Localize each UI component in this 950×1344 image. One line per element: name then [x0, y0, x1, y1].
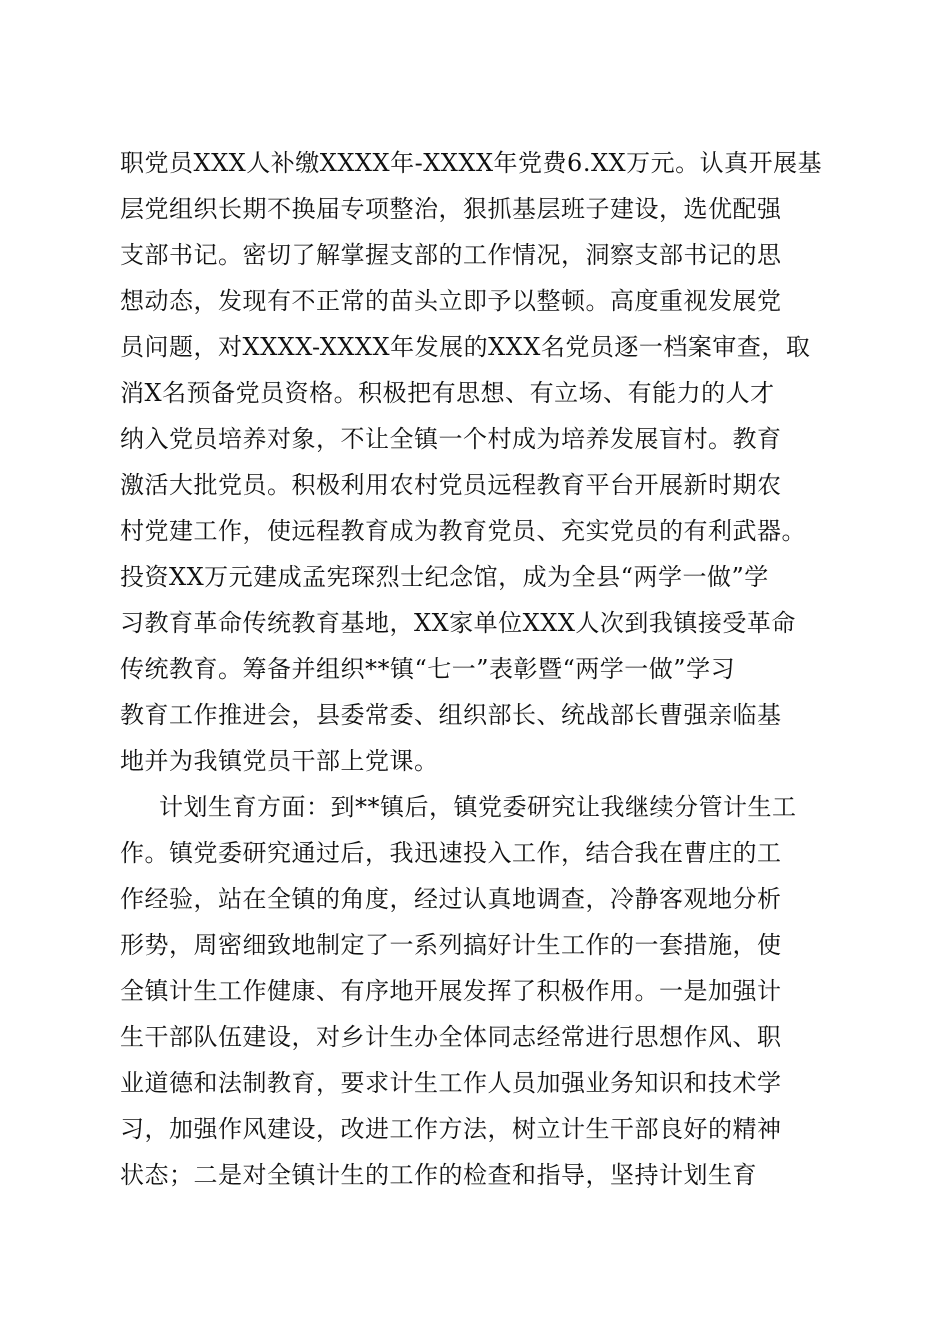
text-line: 层党组织长期不换届专项整治，狠抓基层班子建设，选优配强 — [120, 195, 782, 223]
text-line: 纳入党员培养对象，不让全镇一个村成为培养发展盲村。教育 — [120, 425, 782, 453]
text-line: 状态；二是对全镇计生的工作的检查和指导，坚持计划生育 — [120, 1161, 757, 1189]
text-line: 消X名预备党员资格。积极把有思想、有立场、有能力的人才 — [120, 379, 775, 407]
text-line: 业道德和法制教育，要求计生工作人员加强业务知识和技术学 — [120, 1069, 782, 1097]
text-line: 员问题，对XXXX-XXXX年发展的XXX名党员逐一档案审查，取 — [120, 333, 811, 361]
text-line: 作。镇党委研究通过后，我迅速投入工作，结合我在曹庄的工 — [120, 839, 782, 867]
text-line: 作经验，站在全镇的角度，经过认真地调查，冷静客观地分析 — [120, 885, 782, 913]
text-line: 想动态，发现有不正常的苗头立即予以整顿。高度重视发展党 — [120, 287, 782, 315]
body-text — [120, 140, 832, 1198]
text-line: 村党建工作，使远程教育成为教育党员、充实党员的有利武器。 — [120, 517, 806, 545]
text-line: 职党员XXX人补缴XXXX年-XXXX年党费6.XX万元。认真开展基 — [120, 149, 823, 177]
text-line: 形势，周密细致地制定了一系列搞好计生工作的一套措施，使 — [120, 931, 782, 959]
text-line: 投资XX万元建成孟宪琛烈士纪念馆，成为全县“两学一做”学 — [120, 563, 769, 591]
text-line: 全镇计生工作健康、有序地开展发挥了积极作用。一是加强计 — [120, 977, 782, 1005]
text-line: 习，加强作风建设，改进工作方法，树立计生干部良好的精神 — [120, 1115, 782, 1143]
text-line: 激活大批党员。积极利用农村党员远程教育平台开展新时期农 — [120, 471, 782, 499]
text-line: 教育工作推进会，县委常委、组织部长、统战部长曹强亲临基 — [120, 701, 782, 729]
text-line: 地并为我镇党员干部上党课。 — [120, 747, 439, 775]
text-line: 生干部队伍建设，对乡计生办全体同志经常进行思想作风、职 — [120, 1023, 782, 1051]
text-line: 传统教育。筹备并组织**镇“七一”表彰暨“两学一做”学习 — [120, 655, 736, 683]
text-line: 支部书记。密切了解掌握支部的工作情况，洞察支部书记的思 — [120, 241, 782, 269]
paragraph-start-line: 计划生育方面：到**镇后，镇党委研究让我继续分管计生工 — [159, 793, 797, 821]
text-line: 习教育革命传统教育基地，XX家单位XXX人次到我镇接受革命 — [120, 609, 796, 637]
